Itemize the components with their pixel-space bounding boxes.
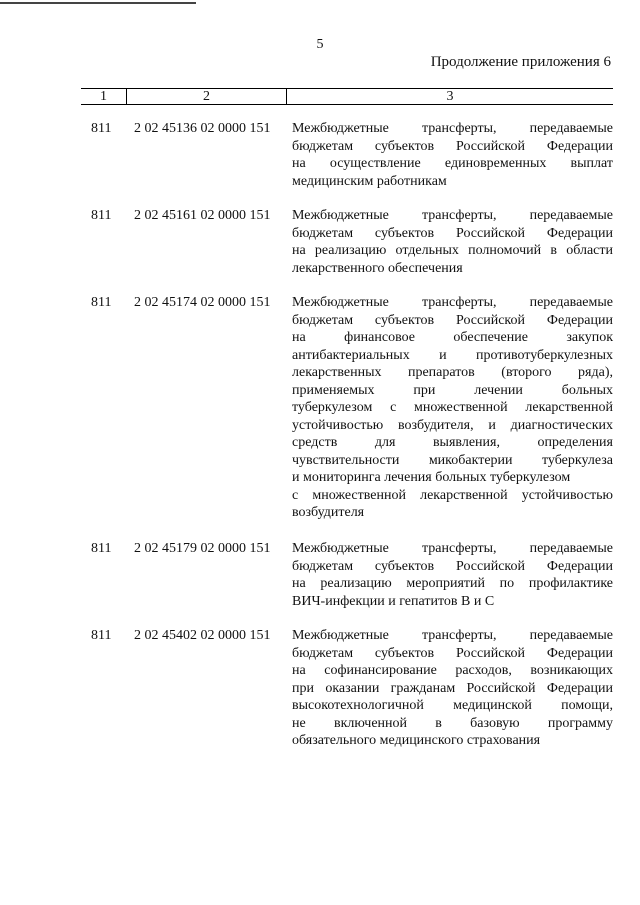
description-line: на осуществление единовременных выплат — [292, 156, 613, 171]
budget-code: 2 02 45136 02 0000 151 — [134, 121, 271, 136]
scan-artifact-line — [0, 2, 196, 4]
table-header — [81, 88, 613, 105]
description-line: лекарственного обеспечения — [292, 260, 463, 276]
description-line: обязательного медицинского страхования — [292, 733, 541, 748]
description-line: Межбюджетные трансферты, передаваемые — [292, 121, 613, 136]
description-line: ВИЧ-инфекции и гепатитов В и С — [292, 593, 495, 609]
description-line: при оказании гражданам Российской Федерации — [292, 680, 613, 696]
admin-code: 811 — [91, 295, 112, 310]
row-description — [292, 207, 613, 277]
description-line: и мониторинга лечения больных туберкулезом — [292, 470, 571, 485]
description-line: не включенной в базовую программу — [292, 715, 613, 731]
description-line: на реализацию отдельных полномочий в области — [292, 243, 613, 258]
description-line: Межбюджетные трансферты, передаваемые — [292, 541, 613, 556]
description-line: устойчивостью возбудителя, и диагностических — [292, 417, 613, 433]
page-number: 5 — [316, 37, 324, 52]
description-line: на финансовое обеспечение закупок — [292, 330, 613, 345]
description-line: бюджетам субъектов Российской Федерации — [292, 645, 613, 661]
admin-code: 811 — [91, 121, 112, 136]
budget-code: 2 02 45179 02 0000 151 — [134, 541, 271, 556]
header-col-3: 3 — [446, 89, 454, 104]
description-line: антибактериальных и противотуберкулезных — [292, 347, 613, 363]
header-col-2: 2 — [127, 89, 287, 104]
description-line: медицинским работникам — [292, 173, 447, 189]
description-line: Межбюджетные трансферты, передаваемые — [292, 208, 613, 223]
description-line: бюджетам субъектов Российской Федерации — [292, 225, 613, 241]
row-description — [292, 540, 613, 610]
description-line: чувствительности микобактерии туберкулеза — [292, 452, 613, 468]
description-line: применяемых при лечении больных — [292, 382, 613, 398]
description-line: на софинансирование расходов, возникающих — [292, 663, 613, 678]
description-line: с множественной лекарственной устойчивостью — [292, 487, 613, 503]
description-line: Межбюджетные трансферты, передаваемые — [292, 628, 613, 643]
description-line: Межбюджетные трансферты, передаваемые — [292, 295, 613, 310]
description-line: на реализацию мероприятий по профилактике — [292, 576, 613, 591]
budget-code: 2 02 45174 02 0000 151 — [134, 295, 271, 310]
description-line: высокотехнологичной медицинской помощи, — [292, 698, 613, 713]
description-line: бюджетам субъектов Российской Федерации — [292, 138, 613, 154]
budget-code: 2 02 45402 02 0000 151 — [134, 628, 271, 643]
description-line: возбудителя — [292, 505, 365, 520]
description-line: бюджетам субъектов Российской Федерации — [292, 312, 613, 328]
description-line: бюджетам субъектов Российской Федерации — [292, 558, 613, 574]
admin-code: 811 — [91, 208, 112, 223]
description-line: лекарственных препаратов (второго ряда), — [292, 365, 613, 380]
continuation-title: Продолжение приложения 6 — [430, 54, 611, 70]
budget-code: 2 02 45161 02 0000 151 — [134, 208, 271, 223]
admin-code: 811 — [91, 628, 112, 643]
description-line: туберкулезом с множественной лекарственной — [292, 400, 613, 415]
row-description — [292, 120, 613, 190]
header-col-1: 1 — [81, 89, 127, 104]
admin-code: 811 — [91, 541, 112, 556]
row-description — [292, 627, 613, 750]
description-line: средств для выявления, определения — [292, 435, 613, 450]
row-description — [292, 294, 613, 522]
